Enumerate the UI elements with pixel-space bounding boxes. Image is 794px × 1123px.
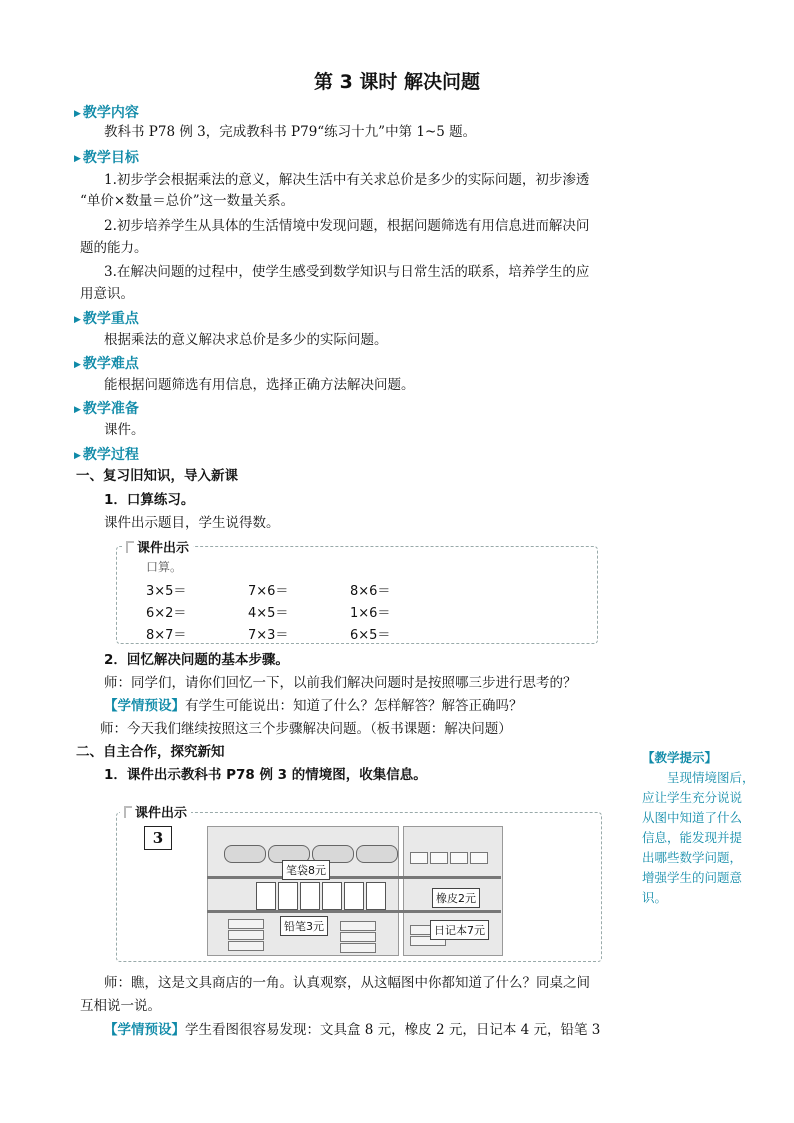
key-text: 根据乘法的意义解决求总价是多少的实际问题。 (104, 332, 388, 348)
content-text: 教科书 P78 例 3，完成教科书 P79“练习十九”中第 1~5 题。 (104, 124, 477, 140)
section-heading-difficulty: ▶ 教学难点 (74, 356, 139, 372)
prep-text: 课件。 (104, 422, 145, 438)
equation: 8×6＝ (350, 584, 391, 599)
section-heading-prep: ▶ 教学准备 (74, 401, 139, 417)
book-icon (228, 941, 264, 951)
triangle-icon: ▶ (74, 315, 81, 325)
page-title: 第 3 课时 解决问题 (313, 71, 481, 93)
teacher-line-2: 师：今天我们继续按照这三个步骤解决问题。（板书课题：解决问题） (100, 721, 512, 737)
teaching-tip (642, 748, 762, 908)
goal-1-line-a: 1.初步学会根据乘法的意义，解决生活中有关求总价是多少的实际问题，初步渗透 (104, 172, 590, 188)
teaching-tip-line: 从图中知道了什么 (642, 810, 743, 825)
section-heading-goals: ▶ 教学目标 (74, 150, 139, 166)
goal-2-line-b: 题的能力。 (80, 240, 148, 256)
teaching-tip-line: 识。 (642, 890, 668, 905)
courseware-label-2: 课件出示 (120, 802, 191, 821)
notebook-stack-mid (340, 920, 376, 953)
example-number: 3 (144, 826, 172, 850)
pencil-box-icon (366, 882, 386, 910)
equation: 6×2＝ (146, 606, 187, 621)
book-icon (228, 930, 264, 940)
teaching-tip-line: 增强学生的问题意 (642, 870, 743, 885)
courseware-label-1: 课件出示 (122, 537, 193, 556)
equation: 7×6＝ (248, 584, 289, 599)
pencil-box-icon (344, 882, 364, 910)
pencil-box-icon (256, 882, 276, 910)
equation: 3×5＝ (146, 584, 187, 599)
teaching-tip-body (642, 768, 762, 908)
teaching-tip-line: 呈现情境图后， (667, 770, 755, 785)
price-tag-pencil: 铅笔3元 (280, 916, 328, 936)
equation: 1×6＝ (350, 606, 391, 621)
goal-2-line-a: 2.初步培养学生从具体的生活情境中发现问题，根据问题筛选有用信息进而解决问 (104, 218, 590, 234)
section-heading-content: ▶ 教学内容 (74, 105, 139, 121)
teacher-line-3b: 互相说一说。 (80, 998, 161, 1014)
eraser-icon (450, 852, 468, 864)
pencil-case-icon (356, 845, 398, 863)
equation: 6×5＝ (350, 628, 391, 643)
shelf-board-1 (207, 876, 501, 879)
price-tag-eraser: 橡皮2元 (432, 888, 480, 908)
book-icon (340, 921, 376, 931)
eraser-icon (430, 852, 448, 864)
erasers (410, 852, 490, 864)
triangle-icon: ▶ (74, 405, 81, 415)
part1-heading: 一、复习旧知识，导入新课 (76, 468, 238, 484)
difficulty-text: 能根据问题筛选有用信息，选择正确方法解决问题。 (104, 377, 415, 393)
part1-step1-text: 课件出示题目，学生说得数。 (104, 515, 280, 531)
goal-3-line-a: 3.在解决问题的过程中，使学生感受到数学知识与日常生活的联系，培养学生的应 (104, 264, 590, 280)
equation: 7×3＝ (248, 628, 289, 643)
teaching-tip-line: 应让学生充分说说 (642, 790, 743, 805)
preset-line-1: 【学情预设】有学生可能说出：知道了什么？怎样解答？解答正确吗？ (104, 698, 523, 714)
book-icon (340, 943, 376, 953)
book-icon (340, 932, 376, 942)
preset-line-2: 【学情预设】学生看图很容易发现：文具盒 8 元，橡皮 2 元，日记本 4 元，铅笔 3 (104, 1022, 601, 1038)
part1-step2: 2．回忆解决问题的基本步骤。 (104, 652, 289, 668)
triangle-icon: ▶ (74, 109, 81, 119)
pencil-boxes (256, 882, 386, 910)
teaching-tip-line: 信息，能发现并提 (642, 830, 743, 845)
teacher-line-3a: 师：瞧，这是文具商店的一角。认真观察，从这幅图中你都知道了什么？同桌之间 (104, 975, 590, 991)
bracket-icon (124, 806, 132, 818)
equation: 8×7＝ (146, 628, 187, 643)
pencil-box-icon (322, 882, 342, 910)
shelf-board-2 (207, 910, 501, 913)
pencil-case-icon (224, 845, 266, 863)
teaching-tip-line: 出哪些数学问题， (642, 850, 743, 865)
section-heading-process: ▶ 教学过程 (74, 447, 139, 463)
bracket-icon (126, 541, 134, 553)
part2-step1: 1．课件出示教科书 P78 例 3 的情境图，收集信息。 (104, 767, 427, 783)
goal-3-line-b: 用意识。 (80, 286, 134, 302)
equation: 4×5＝ (248, 606, 289, 621)
pencil-box-icon (278, 882, 298, 910)
pencil-box-icon (300, 882, 320, 910)
teaching-tip-title: 【教学提示】 (642, 750, 718, 765)
goal-1-line-b: “单价×数量＝总价”这一数量关系。 (80, 193, 295, 209)
price-tag-notebook: 日记本7元 (430, 920, 489, 940)
triangle-icon: ▶ (74, 451, 81, 461)
part1-step1: 1．口算练习。 (104, 492, 195, 508)
teacher-line-1: 师：同学们，请你们回忆一下，以前我们解决问题时是按照哪三步进行思考的？ (104, 675, 577, 691)
eraser-icon (470, 852, 488, 864)
section-heading-key: ▶ 教学重点 (74, 311, 139, 327)
eraser-icon (410, 852, 428, 864)
book-icon (228, 919, 264, 929)
price-tag-pencil-case: 笔袋8元 (282, 860, 330, 880)
triangle-icon: ▶ (74, 154, 81, 164)
part2-heading: 二、自主合作，探究新知 (76, 744, 225, 760)
triangle-icon: ▶ (74, 360, 81, 370)
notebook-stack-left (228, 918, 264, 951)
oral-calc-label: 口算。 (146, 560, 183, 574)
